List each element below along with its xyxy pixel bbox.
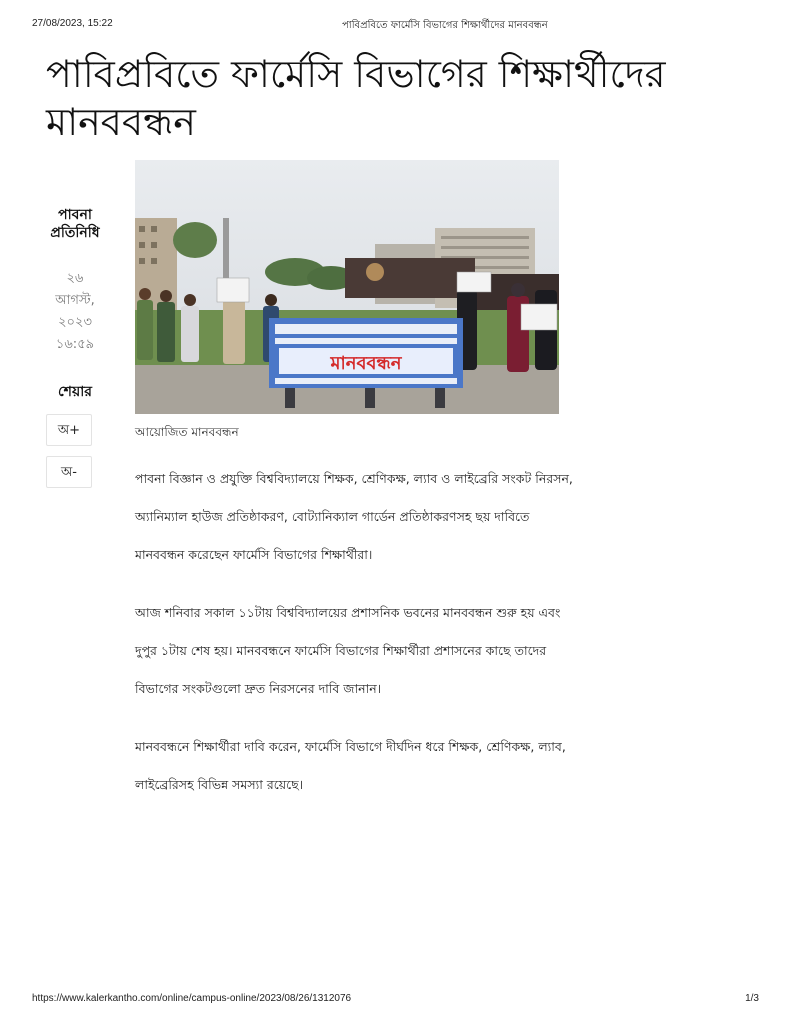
photo-caption: আয়োজিত মানববন্ধন <box>135 425 239 439</box>
article-headline: পাবিপ্রবিতে ফার্মেসি বিভাগের শিক্ষার্থীদের মানববন্ধন <box>46 52 666 144</box>
print-header <box>32 18 759 32</box>
font-increase-button[interactable]: অ+ <box>46 414 92 446</box>
author-name[interactable]: পাবনা প্রতিনিধি <box>50 207 100 241</box>
publish-time: ১৬:৫৯ <box>55 337 95 352</box>
print-datetime: 27/08/2023, 15:22 <box>32 18 113 29</box>
publish-year: ২০২৩ <box>58 315 92 330</box>
article-paragraph: আজ শনিবার সকাল ১১টায় বিশ্ববিদ্যালয়ের প্রশাসনিক ভবনের মানববন্ধন শুরু হয় এবং দুপুর ১টায় শেষ হয়। মানববন্ধনে ফার্মেসি বিভাগের শিক্ষার্থীরা প্রশাসনের কাছে তাদের বিভাগের সংকটগুলো দ্রুত নিরসনের দাবি জানান। <box>135 605 561 696</box>
article-meta-sidebar <box>44 206 106 488</box>
page-url[interactable]: https://www.kalerkantho.com/online/campus-online/2023/08/26/1312076 <box>32 993 352 1004</box>
page-number: 1/3 <box>745 993 759 1004</box>
publish-month: আগস্ট, <box>55 293 95 308</box>
share-label[interactable]: শেয়ার <box>58 384 92 400</box>
article-photo <box>135 160 559 414</box>
article-paragraph: পাবনা বিজ্ঞান ও প্রযুক্তি বিশ্ববিদ্যালয়ে শিক্ষক, শ্রেণিকক্ষ, ল্যাব ও লাইব্রেরি সংকট নিরসন, অ্যানিম্যাল হাউজ প্রতিষ্ঠাকরণ, বোট্যানিক্যাল গার্ডেন প্রতিষ্ঠাকরণসহ ছয় দাবিতে মানববন্ধন করেছেন ফার্মেসি বিভাগের শিক্ষার্থীরা। <box>135 471 573 562</box>
font-decrease-button[interactable]: অ- <box>46 456 92 488</box>
banner-text: মানববন্ধন <box>330 353 402 374</box>
print-doc-title: পাবিপ্রবিতে ফার্মেসি বিভাগের শিক্ষার্থীদের মানববন্ধন <box>342 20 548 31</box>
article-body <box>135 460 575 824</box>
publish-day: ২৬ <box>66 271 84 286</box>
article-paragraph: মানববন্ধনে শিক্ষার্থীরা দাবি করেন, ফার্মেসি বিভাগে দীর্ঘদিন ধরে শিক্ষক, শ্রেণিকক্ষ, ল্যাব, লাইব্রেরিসহ বিভিন্ন সমস্যা রয়েছে। <box>135 739 566 792</box>
publish-date <box>44 268 106 356</box>
